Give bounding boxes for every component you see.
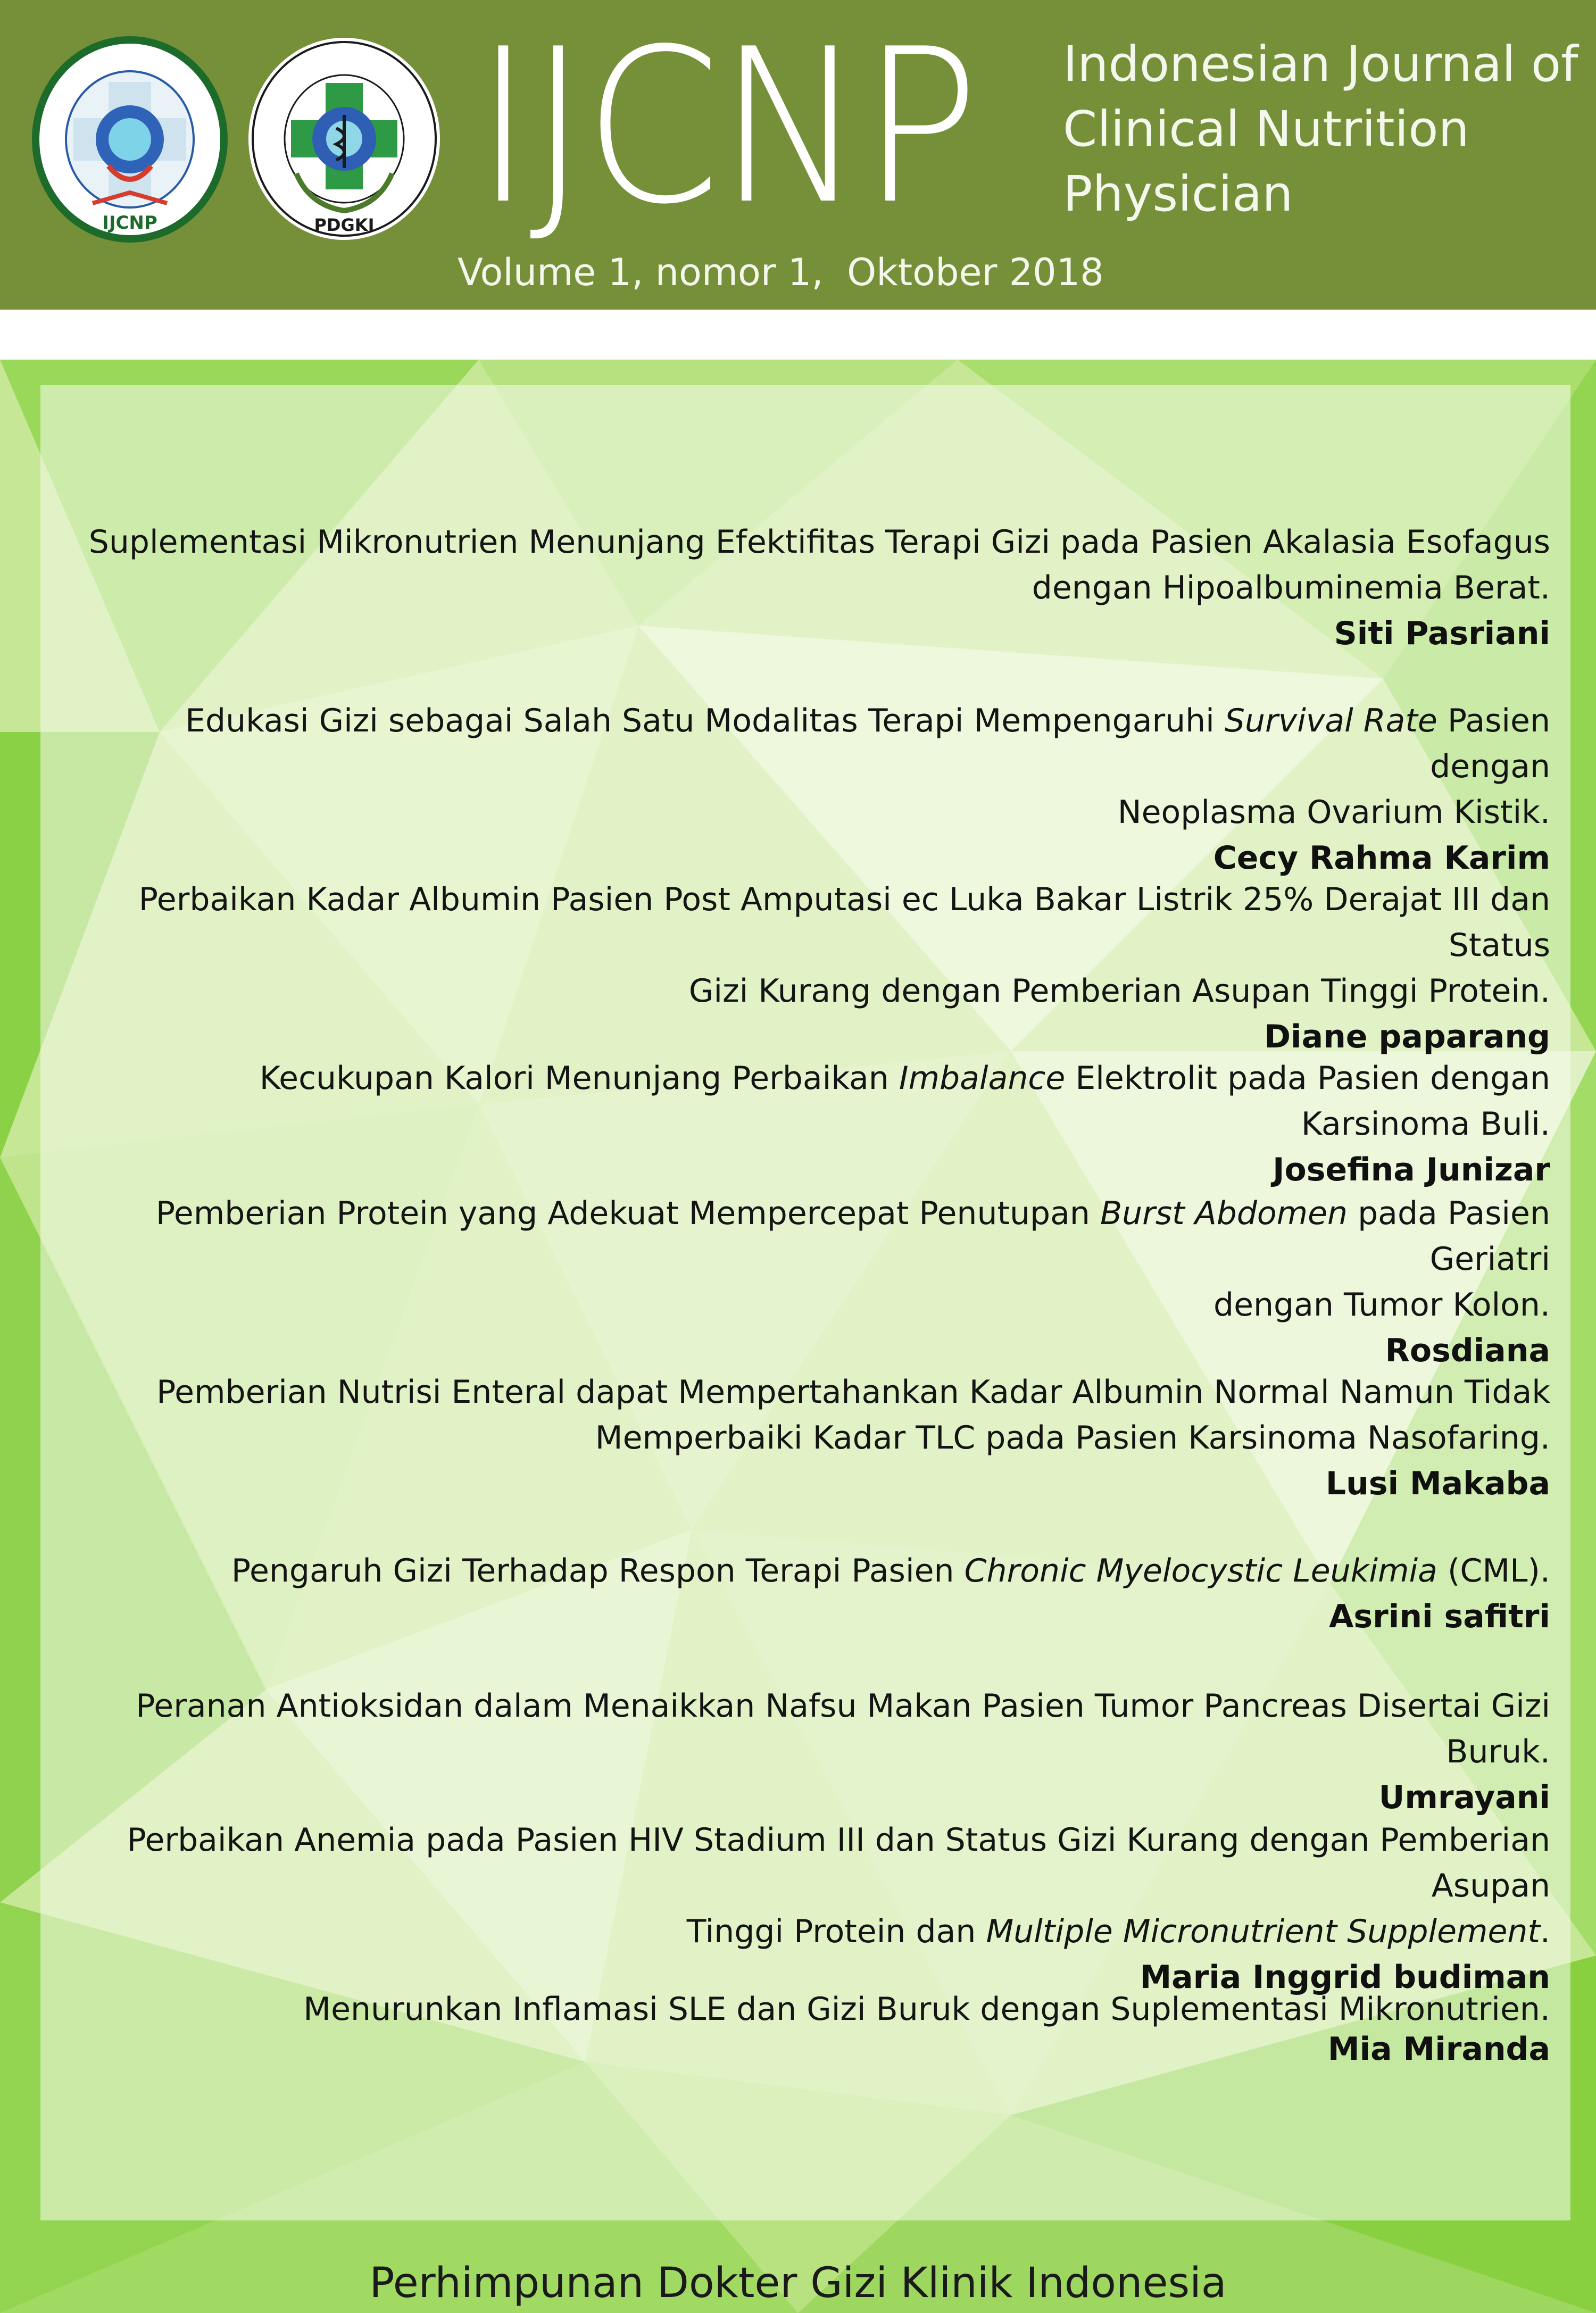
article-entry — [82, 1817, 1550, 2000]
article-author: Siti Pasriani — [1334, 615, 1550, 652]
article-author: Maria Inggrid budiman — [1140, 1959, 1550, 1996]
article-author: Rosdiana — [1385, 1332, 1550, 1369]
article-title-line: Menurunkan Inflamasi SLE dan Gizi Buruk dengan Suplementasi Mikronutrien. — [303, 1991, 1550, 2028]
article-entry — [82, 1548, 1550, 1640]
article-title — [82, 1683, 1550, 1775]
article-title — [82, 1191, 1550, 1328]
article-title-line — [82, 1909, 1550, 1954]
article-title — [82, 1986, 1550, 2032]
article-author: Josefina Junizar — [1273, 1151, 1550, 1188]
article-title-line: Gizi Kurang dengan Pemberian Asupan Tinggi Protein. — [688, 972, 1550, 1010]
title-segment-italic: Imbalance — [899, 1060, 1066, 1097]
journal-name-line: Clinical Nutrition — [1063, 101, 1469, 157]
article-title — [82, 1817, 1550, 1954]
article-author: Umrayani — [1378, 1779, 1550, 1816]
article-title — [82, 698, 1550, 835]
article-title — [82, 1548, 1550, 1594]
article-author: Cecy Rahma Karim — [1213, 839, 1550, 877]
article-entry — [82, 1683, 1550, 1820]
ijcnp-seal-logo — [29, 33, 231, 246]
article-title-line: Memperbaiki Kadar TLC pada Pasien Karsinoma Nasofaring. — [595, 1419, 1550, 1457]
pdgki-seal-logo — [246, 35, 443, 243]
title-segment-italic: Survival Rate — [1224, 702, 1437, 739]
journal-acronym: IJCNP — [475, 4, 977, 251]
article-title — [82, 519, 1550, 611]
article-entry — [82, 877, 1550, 1060]
article-entry — [82, 1986, 1550, 2066]
cover-body — [0, 360, 1596, 2313]
issue-info: Volume 1, nomor 1, Oktober 2018 — [458, 251, 1104, 294]
title-segment: Pengaruh Gizi Terhadap Respon Terapi Pasien — [231, 1552, 965, 1590]
article-entry — [82, 1191, 1550, 1374]
article-author: Lusi Makaba — [1325, 1465, 1550, 1502]
article-title-line — [82, 1191, 1550, 1282]
journal-name-line: Physician — [1063, 165, 1293, 222]
article-entry — [82, 698, 1550, 881]
article-author: Mia Miranda — [1327, 2031, 1550, 2068]
article-title-line: dengan Hipoalbuminemia Berat. — [1032, 569, 1550, 606]
svg-text:IJCNP: IJCNP — [102, 212, 157, 234]
article-title-line: Pemberian Nutrisi Enteral dapat Mempertahankan Kadar Albumin Normal Namun Tidak — [156, 1374, 1550, 1411]
title-segment-italic: Burst Abdomen — [1100, 1195, 1348, 1232]
article-title-line: Neoplasma Ovarium Kistik. — [1117, 794, 1550, 831]
article-entry — [82, 1055, 1550, 1193]
article-title-line — [82, 698, 1550, 789]
title-segment: Pemberian Protein yang Adekuat Mempercepat Penutupan — [155, 1195, 1100, 1232]
title-segment-italic: Chronic Myelocystic Leukimia — [964, 1552, 1437, 1590]
article-entry — [82, 1369, 1550, 1507]
article-title-line — [82, 1055, 1550, 1147]
article-title-line: Peranan Antioksidan dalam Menaikkan Nafsu Makan Pasien Tumor Pancreas Disertai Gizi Buruk. — [136, 1687, 1550, 1770]
article-title — [82, 1369, 1550, 1461]
article-title-line: Perbaikan Kadar Albumin Pasien Post Amputasi ec Luka Bakar Listrik 25% Derajat III dan Status — [138, 881, 1550, 964]
title-segment: . — [1540, 1913, 1550, 1950]
article-title — [82, 1055, 1550, 1147]
article-author: Diane paparang — [1264, 1018, 1550, 1055]
journal-name-line: Indonesian Journal of — [1063, 36, 1578, 93]
title-segment: Kecukupan Kalori Menunjang Perbaikan — [259, 1060, 899, 1097]
article-author: Asrini safitri — [1329, 1598, 1550, 1635]
article-title-line — [82, 1548, 1550, 1594]
title-segment: Pasien dengan — [1430, 702, 1550, 785]
title-segment: Elektrolit pada Pasien dengan Karsinoma Buli. — [1065, 1060, 1550, 1143]
article-title-line: Suplementasi Mikronutrien Menunjang Efektifitas Terapi Gizi pada Pasien Akalasia Esofagus — [88, 523, 1550, 561]
article-title-line: dengan Tumor Kolon. — [1213, 1286, 1550, 1324]
title-segment: pada Pasien Geriatri — [1348, 1195, 1550, 1278]
title-segment: Edukasi Gizi sebagai Salah Satu Modalitas Terapi Mempengaruhi — [185, 702, 1225, 739]
article-title-line: Perbaikan Anemia pada Pasien HIV Stadium III dan Status Gizi Kurang dengan Pemberian Asupan — [127, 1821, 1550, 1904]
title-segment: (CML). — [1437, 1552, 1550, 1590]
svg-text:PDGKI: PDGKI — [314, 215, 375, 235]
article-entry — [82, 519, 1550, 656]
article-title — [82, 877, 1550, 1014]
title-segment: Tinggi Protein dan — [686, 1913, 986, 1950]
journal-full-name — [1063, 32, 1584, 227]
publisher-organization: Perhimpunan Dokter Gizi Klinik Indonesia — [369, 2259, 1227, 2307]
journal-header — [0, 0, 1596, 310]
title-segment-italic: Multiple Micronutrient Supplement — [986, 1913, 1540, 1950]
